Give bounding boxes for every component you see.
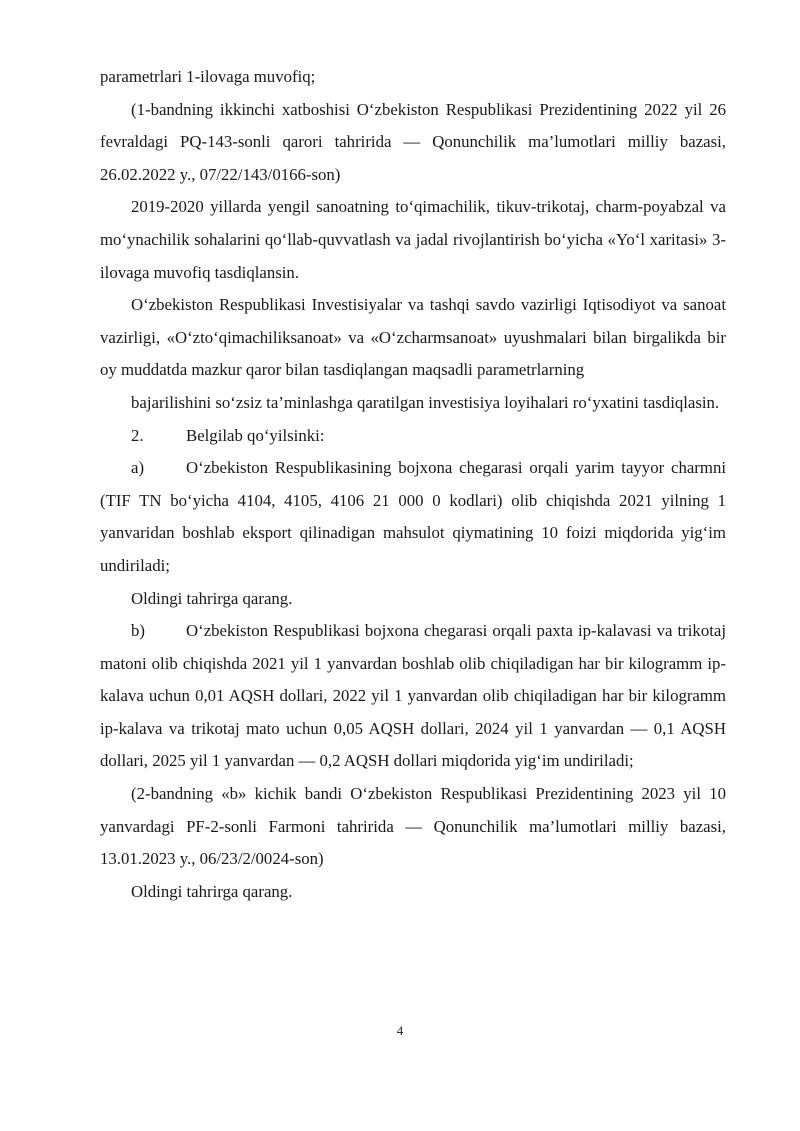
- paragraph-ministry: O‘zbekiston Respublikasi Investisiyalar va tashqi savdo vazirligi Iqtisodiyot va sanoat vazirligi, «O‘zto‘qimachiliksanoat» va «O‘zcharmsanoat» uyushmalari bilan birgalikda bir oy muddatda mazkur qaror bilan tasdiqlangan maqsadli parametrlarning: [100, 295, 726, 380]
- item-a: [100, 452, 726, 582]
- item-b-text: O‘zbekiston Respublikasi bojxona chegarasi orqali paxta ip-kalavasi va trikotaj matoni olib chiqishda 2021 yil 1 yanvardan boshlab olib chiqiladigan har bir kilogramm ip-kalava uchun 0,01 AQSH dollari, 2022 yil 1 yanvardan olib chiqiladigan har bir kilogramm ip-kalava va trikotaj mato uchun 0,05 AQSH dollari, 2024 yil 1 yanvardan — 0,1 AQSH dollari, 2025 yil 1 yanvardan — 0,2 AQSH dollari miqdorida yig‘im undiriladi;: [100, 621, 726, 771]
- document-body: [100, 61, 726, 908]
- item-2-text: Belgilab qo‘yilsinki:: [186, 425, 325, 445]
- previous-edition-link-2[interactable]: Oldingi tahrirga qarang.: [131, 881, 293, 901]
- item-2-number: 2.: [131, 425, 144, 445]
- item-b-letter: b): [131, 621, 145, 641]
- paragraph-params-continuation: parametrlari 1-ilovaga muvofiq;: [100, 67, 316, 86]
- previous-edition-link-1[interactable]: Oldingi tahrirga qarang.: [131, 588, 293, 608]
- paragraph-investment-list: bajarilishini so‘zsiz ta’minlashga qaratilgan investisiya loyihalari ro‘yxatini tasdiqlasin.: [131, 392, 720, 412]
- item-a-letter: a): [131, 458, 145, 478]
- paragraph-edit-note-2b: (2-bandning «b» kichik bandi O‘zbekiston Respublikasi Prezidentining 2023 yil 10 yanvardagi PF-2-sonli Farmoni tahririda — Qonunchilik ma’lumotlari milliy bazasi, 13.01.2023 y., 06/23/2/0024-son): [100, 784, 726, 869]
- paragraph-roadmap: 2019-2020 yillarda yengil sanoatning to‘qimachilik, tikuv-trikotaj, charm-poyabzal va mo‘ynachilik sohalarini qo‘llab-quvvatlash va jadal rivojlantirish bo‘yicha «Yo‘l xaritasi» 3-ilovaga muvofiq tasdiqlansin.: [100, 197, 726, 282]
- paragraph-edit-note-1: (1-bandning ikkinchi xatboshisi O‘zbekiston Respublikasi Prezidentining 2022 yil 26 fevraldagi PQ-143-sonli qarori tahririda — Qonunchilik ma’lumotlari milliy bazasi, 26.02.2022 y., 07/22/143/0166-son): [100, 99, 726, 184]
- item-a-text: O‘zbekiston Respublikasining bojxona chegarasi orqali yarim tayyor charmni (TIF TN bo‘yicha 4104, 4105, 4106 21 000 0 kodlari) olib chiqishda 2021 yilning 1 yanvaridan boshlab eksport qilinadigan mahsulot qiymatining 10 foizi miqdorida yig‘im undiriladi;: [100, 458, 726, 575]
- page-number: 4: [396, 1023, 404, 1038]
- item-2: [100, 420, 726, 453]
- item-b: [100, 615, 726, 778]
